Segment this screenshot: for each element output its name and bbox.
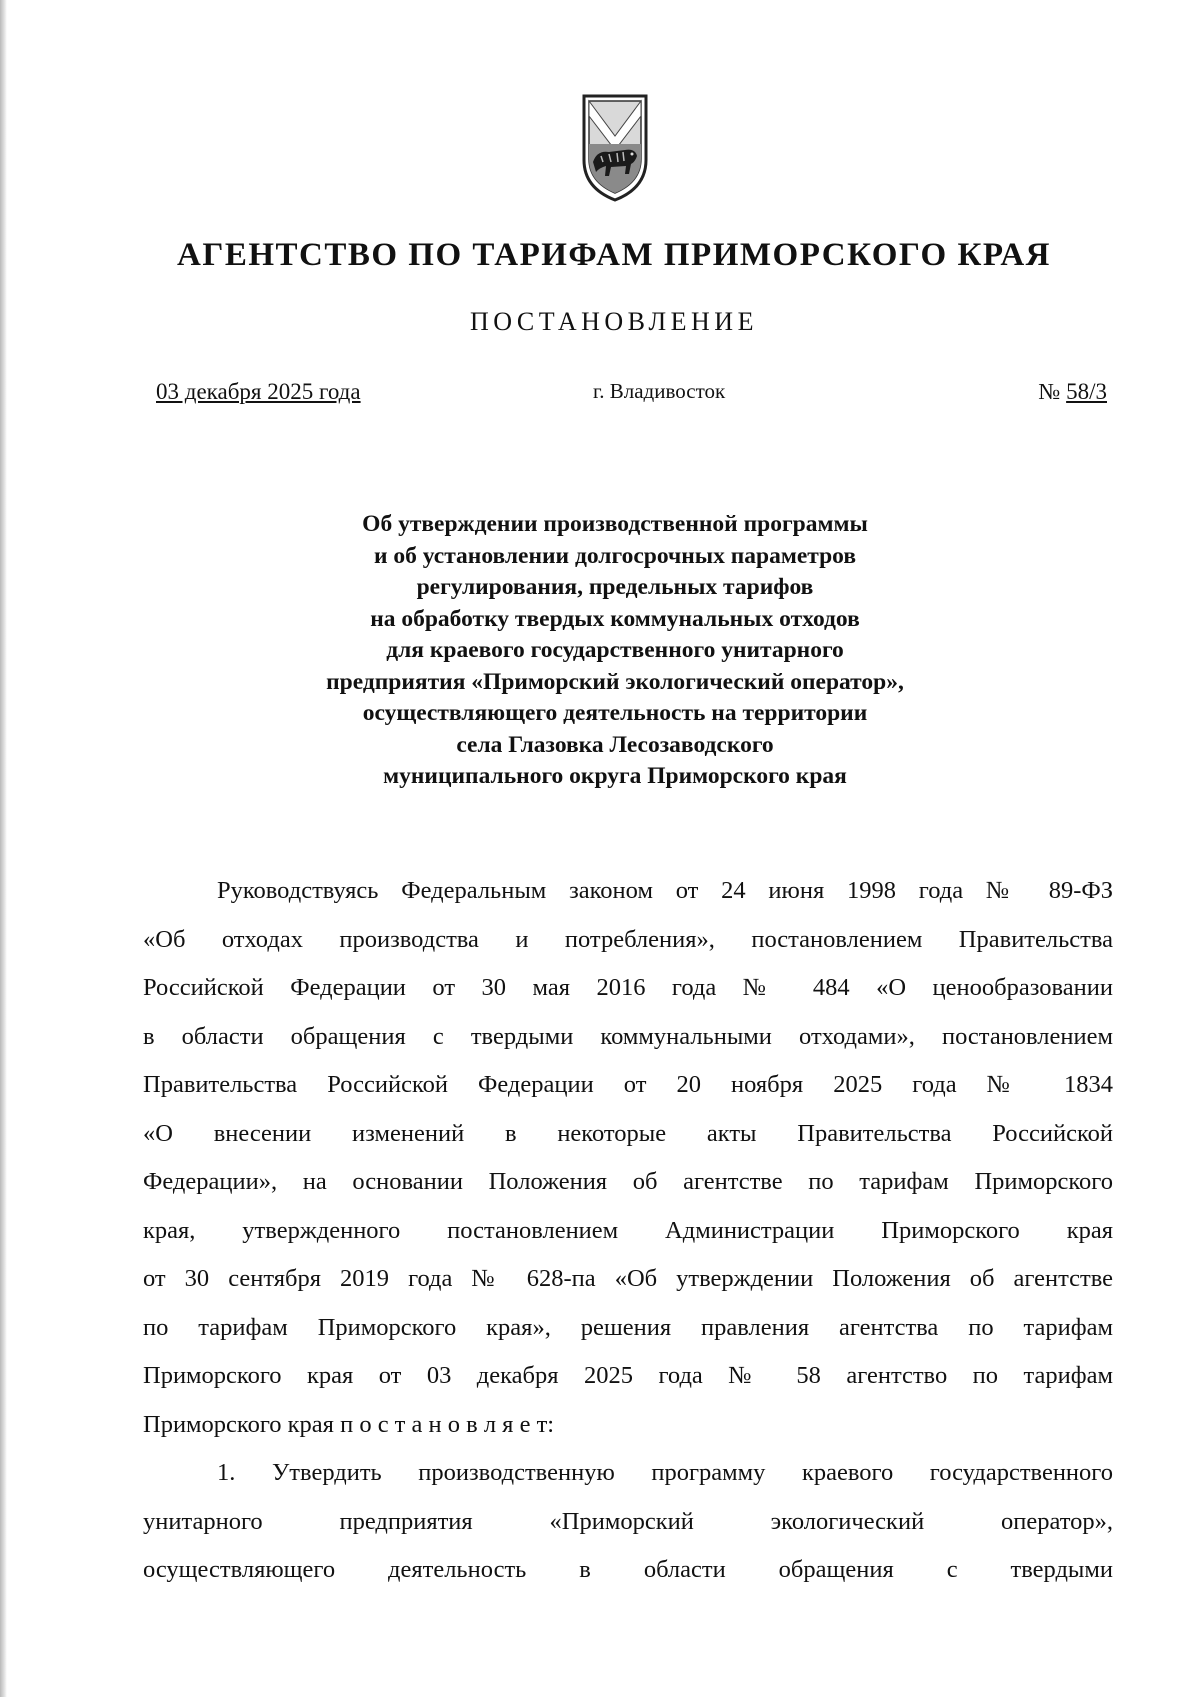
- title-line: регулирования, предельных тарифов: [416, 574, 814, 600]
- preamble-line: по тарифам Приморского края», решения правления агентства по тарифам: [143, 1313, 1113, 1341]
- preamble-line: от 30 сентября 2019 года № 628-па «Об утверждении Положения об агентстве: [143, 1265, 1113, 1292]
- title-line: муниципального округа Приморского края: [383, 763, 847, 789]
- preamble-line: края, утвержденного постановлением Администрации Приморского края: [143, 1216, 1113, 1244]
- title-line: осуществляющего деятельность на территории: [362, 700, 868, 726]
- clause-line: унитарного предприятия «Приморский экологический оператор»,: [143, 1507, 1113, 1535]
- title-line: и об установлении долгосрочных параметров: [373, 542, 857, 569]
- scan-page-edge: [0, 0, 7, 1697]
- clause-line: 1. Утвердить производственную программу краевого государственного: [217, 1459, 1113, 1486]
- document-body: [143, 867, 1113, 1595]
- preamble-line: Приморского края от 03 декабря 2025 года № 58 агентство по тарифам: [143, 1362, 1113, 1389]
- preamble-line: Приморского края п о с т а н о в л я е т:: [143, 1410, 555, 1438]
- document-number: [1038, 379, 1107, 405]
- number-prefix: №: [1038, 379, 1061, 404]
- title-line: на обработку твердых коммунальных отходов: [370, 605, 860, 632]
- title-line: Об утверждении производственной программы: [362, 511, 868, 537]
- agency-name: АГЕНТСТВО ПО ТАРИФАМ ПРИМОРСКОГО КРАЯ: [177, 237, 1051, 273]
- preamble-line: Федерации», на основании Положения об агентстве по тарифам Приморского: [143, 1168, 1113, 1195]
- document-city: г. Владивосток: [593, 379, 726, 403]
- preamble-line: «Об отходах производства и потребления», постановлением Правительства: [143, 925, 1113, 953]
- preamble-line: Российской Федерации от 30 мая 2016 года № 484 «О ценообразовании: [143, 974, 1113, 1001]
- preamble-line: «О внесении изменений в некоторые акты Правительства Российской: [143, 1119, 1113, 1147]
- number-value: 58/3: [1066, 379, 1107, 404]
- title-line: для краевого государственного унитарного: [386, 637, 844, 663]
- preamble-paragraph: [143, 867, 1113, 1449]
- document-date: 03 декабря 2025 года: [156, 379, 361, 404]
- title-line: села Глазовка Лесозаводского: [456, 731, 774, 758]
- clause-1-paragraph: [143, 1449, 1113, 1595]
- preamble-line: Руководствуясь Федеральным законом от 24 июня 1998 года № 89-ФЗ: [217, 877, 1113, 904]
- clause-line: осуществляющего деятельность в области обращения с твердыми: [143, 1556, 1113, 1583]
- preamble-line: Правительства Российской Федерации от 20 ноября 2025 года № 1834: [143, 1071, 1113, 1098]
- title-line: предприятия «Приморский экологический оператор»,: [326, 668, 904, 695]
- document-type-heading: ПОСТАНОВЛЕНИЕ: [470, 307, 758, 336]
- document-title: [220, 509, 1010, 793]
- primorsky-krai-coat-of-arms-icon: [579, 92, 651, 204]
- preamble-line: в области обращения с твердыми коммунальными отходами», постановлением: [143, 1022, 1113, 1050]
